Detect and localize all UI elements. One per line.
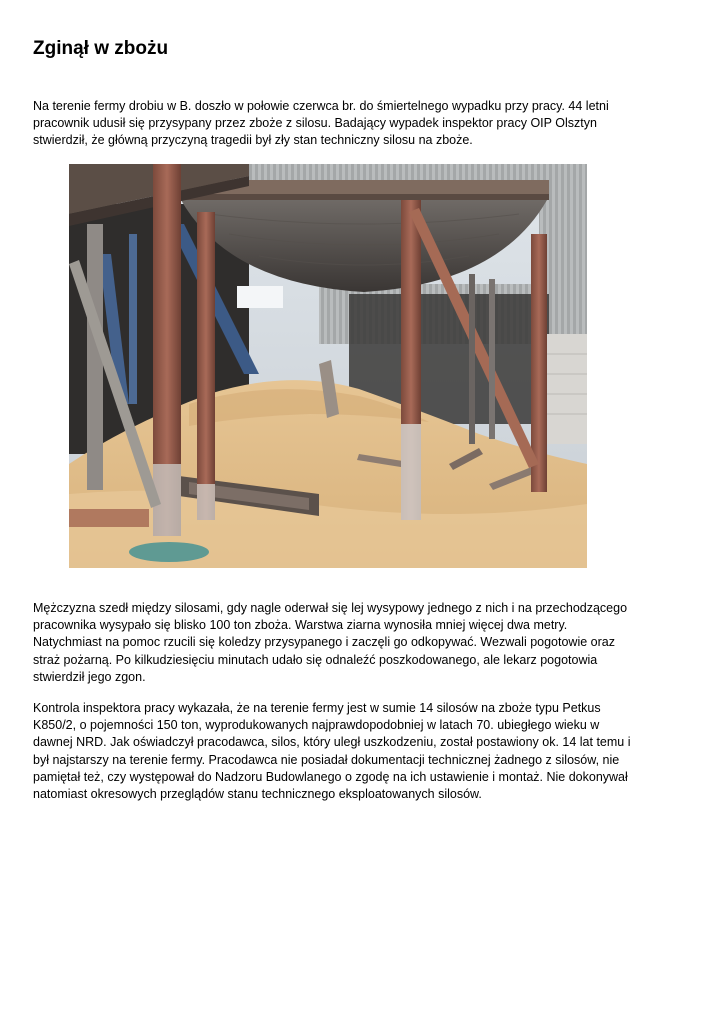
article-intro: Na terenie fermy drobiu w B. doszło w połowie czerwca br. do śmiertelnego wypadku przy pracy. 44 letni pracownik udusił się przysypany przez zboże z silosu. Badający wypadek inspektor pracy OIP Olsztyn stwierdził, że główną przyczyną tragedii był zły stan techniczny silosu na zboże.: [33, 99, 609, 148]
article-paragraph: Kontrola inspektora pracy wykazała, że na terenie fermy jest w sumie 14 silosów na zboże typu Petkus K850/2, o pojemności 150 ton, wyprodukowanych najprawdopodobniej w latach 70. ubiegłego wieku w dawnej NRD. Jak oświadczył pracodawca, silos, który uległ uszkodzeniu, został postawiony ok. 14 lat temu i był najstarszy na terenie fermy. Pracodawca nie posiadał dokumentacji technicznej żadnego z silosów, nie pamiętał też, czy występował do Nadzoru Budowlanego o zgodę na ich ustawienie i montaż. Nie dokonywał natomiast okresowych przeglądów stanu technicznego eksploatowanych silosów.: [33, 701, 631, 802]
article-paragraph: Mężczyzna szedł między silosami, gdy nagle oderwał się lej wysypowy jednego z nich i na przechodzącego pracownika wysypało się blisko 100 ton zboża. Warstwa ziarna wynosiła mniej więcej dwa metry. Natychmiast na pomoc rzucili się koledzy przysypanego i zaczęli go odkopywać. Wezwali pogotowie oraz straż pożarną. Po kilkudziesięciu minutach udało się odnaleźć poszkodowanego, ale lekarz pogotowia stwierdził jego zgon.: [33, 601, 628, 684]
silo-photo: [69, 164, 587, 568]
article-title: Zginął w zbożu: [33, 38, 169, 59]
silo-photo-illustration: [69, 164, 587, 568]
